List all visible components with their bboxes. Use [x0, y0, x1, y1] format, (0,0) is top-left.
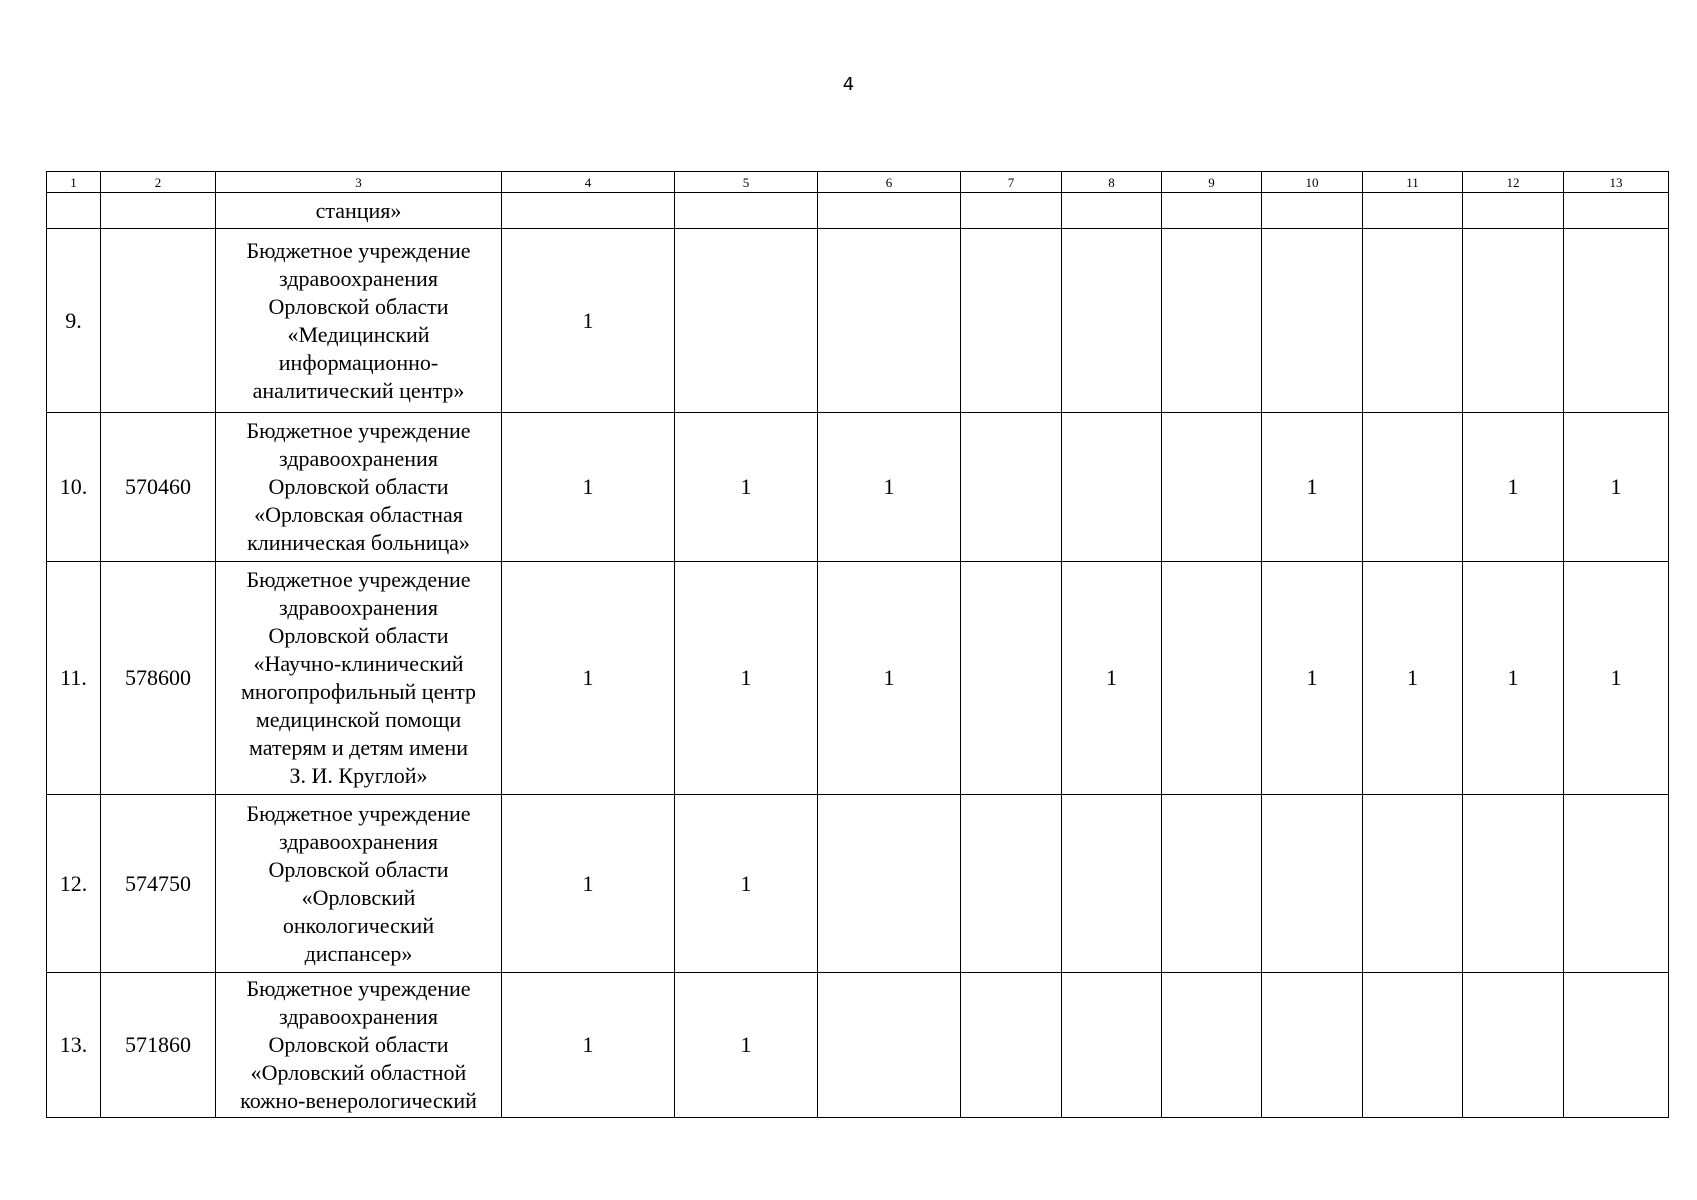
column-header: 13	[1564, 172, 1669, 193]
table-row	[47, 795, 1669, 973]
column-header: 12	[1463, 172, 1564, 193]
table-row	[47, 413, 1669, 562]
table-cell: 1	[818, 562, 961, 795]
table-cell	[47, 193, 101, 229]
row-number: 9.	[47, 229, 101, 413]
table-cell	[1463, 229, 1564, 413]
table-cell	[1062, 795, 1162, 973]
table-cell	[1162, 562, 1262, 795]
table-cell: 1	[1262, 413, 1363, 562]
table-cell	[1162, 229, 1262, 413]
table-cell	[961, 973, 1062, 1118]
table-cell	[1363, 795, 1463, 973]
table-cell: 1	[1363, 562, 1463, 795]
table-cell	[818, 795, 961, 973]
table-cell	[1062, 193, 1162, 229]
table-cell	[1262, 973, 1363, 1118]
institution-code: 570460	[101, 413, 216, 562]
column-header: 3	[216, 172, 502, 193]
table-cell	[1162, 193, 1262, 229]
table-cell: 1	[502, 562, 675, 795]
table-cell	[1363, 973, 1463, 1118]
table-cell: 1	[1564, 562, 1669, 795]
table-cell	[1062, 229, 1162, 413]
table-cell	[1564, 973, 1669, 1118]
table-cell: 1	[502, 973, 675, 1118]
table-cell: 1	[675, 795, 818, 973]
institution-name: Бюджетное учреждение здравоохранения Орловской области «Орловский областной кожно-венерологический	[216, 973, 502, 1118]
column-header: 7	[961, 172, 1062, 193]
row-number: 11.	[47, 562, 101, 795]
institution-name: Бюджетное учреждение здравоохранения Орловской области «Научно-клинический многопрофильный центр медицинской помощи матерям и детям имени З. И. Круглой»	[216, 562, 502, 795]
table-cell: 1	[818, 413, 961, 562]
table-cell	[1564, 229, 1669, 413]
table-cell: 1	[675, 973, 818, 1118]
column-header: 5	[675, 172, 818, 193]
institutions-table	[46, 171, 1669, 1118]
institution-code: 574750	[101, 795, 216, 973]
row-number: 12.	[47, 795, 101, 973]
table-cell	[1463, 795, 1564, 973]
institution-code: 571860	[101, 973, 216, 1118]
table-cell	[818, 973, 961, 1118]
continuation-row	[47, 193, 1669, 229]
page-number: 4	[842, 74, 855, 95]
table-cell: 1	[1564, 413, 1669, 562]
column-header: 11	[1363, 172, 1463, 193]
column-header: 9	[1162, 172, 1262, 193]
table-cell: 1	[1062, 562, 1162, 795]
table-cell	[961, 562, 1062, 795]
table-cell: 1	[502, 413, 675, 562]
institution-name: Бюджетное учреждение здравоохранения Орловской области «Медицинский информационно- аналитический центр»	[216, 229, 502, 413]
table-cell	[961, 795, 1062, 973]
table-cell	[675, 193, 818, 229]
table-row	[47, 229, 1669, 413]
table-cell	[1162, 413, 1262, 562]
table-cell	[818, 229, 961, 413]
institution-name: Бюджетное учреждение здравоохранения Орловской области «Орловская областная клиническая больница»	[216, 413, 502, 562]
column-header: 2	[101, 172, 216, 193]
column-header: 10	[1262, 172, 1363, 193]
table-cell	[1564, 193, 1669, 229]
table-cell	[818, 193, 961, 229]
row-number: 10.	[47, 413, 101, 562]
table-cell	[675, 229, 818, 413]
table-cell	[961, 413, 1062, 562]
column-header: 4	[502, 172, 675, 193]
column-header: 1	[47, 172, 101, 193]
table-cell: 1	[675, 562, 818, 795]
table-cell	[1564, 795, 1669, 973]
table-cell	[1463, 193, 1564, 229]
row-number: 13.	[47, 973, 101, 1118]
table-cell	[961, 193, 1062, 229]
table-row	[47, 562, 1669, 795]
institution-name: Бюджетное учреждение здравоохранения Орловской области «Орловский онкологический диспансер»	[216, 795, 502, 973]
column-header: 8	[1062, 172, 1162, 193]
table-cell	[101, 193, 216, 229]
table-cell: 1	[502, 795, 675, 973]
table-cell	[1262, 229, 1363, 413]
table-cell: 1	[675, 413, 818, 562]
table-cell: 1	[1463, 413, 1564, 562]
table-cell	[1062, 973, 1162, 1118]
table-cell	[1162, 973, 1262, 1118]
column-header: 6	[818, 172, 961, 193]
table-cell	[1262, 795, 1363, 973]
table-cell	[1162, 795, 1262, 973]
table-cell	[1363, 229, 1463, 413]
institution-code: 578600	[101, 562, 216, 795]
table-cell	[961, 229, 1062, 413]
column-number-row	[47, 172, 1669, 193]
table-cell	[1463, 973, 1564, 1118]
table-cell: 1	[502, 229, 675, 413]
institution-code	[101, 229, 216, 413]
table-cell	[1363, 413, 1463, 562]
table-row	[47, 973, 1669, 1118]
table-cell	[1062, 413, 1162, 562]
table-cell: 1	[1262, 562, 1363, 795]
table-cell	[1363, 193, 1463, 229]
table-cell	[502, 193, 675, 229]
institution-name-tail: станция»	[216, 193, 502, 229]
table-cell: 1	[1463, 562, 1564, 795]
table-cell	[1262, 193, 1363, 229]
